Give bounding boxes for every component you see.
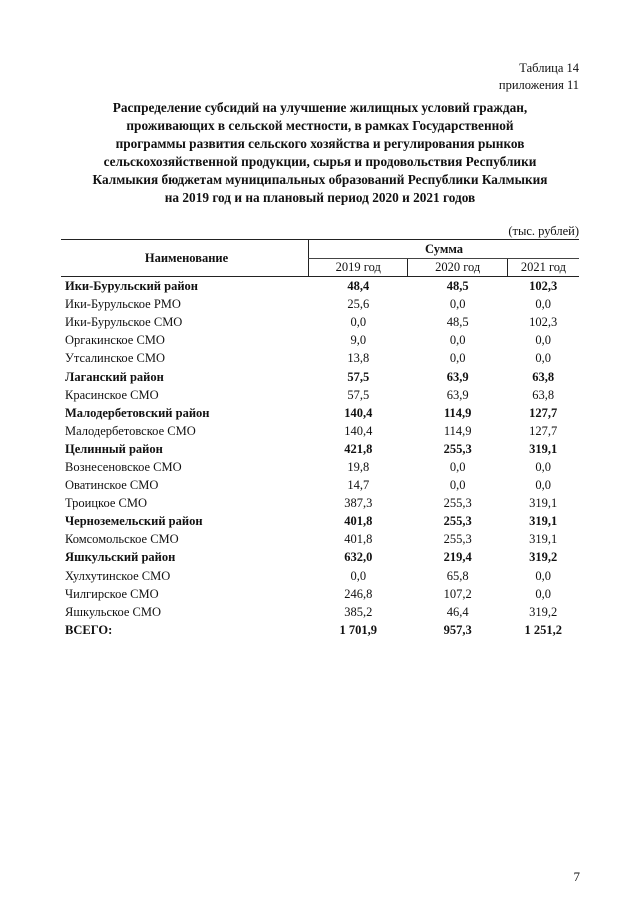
row-value-2019: 401,8: [344, 532, 373, 547]
table-row: [61, 512, 579, 530]
table-number-label: Таблица 14: [519, 61, 579, 75]
table-row: [61, 458, 579, 476]
column-header-name: Наименование: [61, 240, 309, 277]
row-value-2019: 632,0: [344, 550, 373, 565]
row-value-2021: 0,0: [535, 586, 552, 601]
table-row: [61, 313, 579, 331]
page-number: 7: [573, 869, 580, 884]
row-value-2020: 63,9: [446, 369, 469, 384]
table-row: [61, 621, 579, 639]
row-value-2021: 102,3: [529, 279, 558, 294]
row-value-2021: 1 251,2: [524, 622, 562, 637]
table-row: [61, 295, 579, 313]
row-value-2021: 63,8: [532, 369, 555, 384]
table-row: [61, 476, 579, 494]
row-value-2020: 65,8: [446, 568, 469, 583]
title-line: на 2019 год и на плановый период 2020 и 2021 годов: [164, 190, 476, 205]
row-value-2020: 48,5: [446, 315, 469, 330]
row-value-2019: 421,8: [344, 441, 373, 456]
row-name: Малодербетовский район: [65, 405, 210, 420]
row-value-2020: 114,9: [443, 423, 472, 438]
row-value-2020: 255,3: [443, 441, 472, 456]
row-value-2020: 219,4: [443, 550, 472, 565]
table-caption: [499, 60, 579, 94]
row-value-2021: 127,7: [529, 423, 558, 438]
column-header-2019: 2019 год: [309, 258, 408, 277]
row-value-2020: 63,9: [446, 387, 469, 402]
row-name: Ики-Бурульское СМО: [65, 315, 183, 330]
row-value-2020: 0,0: [449, 297, 466, 312]
row-name: Малодербетовское СМО: [65, 423, 196, 438]
row-name: Яшкульский район: [65, 550, 176, 565]
row-value-2021: 319,2: [529, 550, 558, 565]
row-name: Яшкульское СМО: [65, 604, 162, 619]
row-name: Комсомольское СМО: [65, 532, 179, 547]
row-value-2019: 0,0: [350, 568, 367, 583]
row-value-2021: 0,0: [535, 351, 552, 366]
table-row: [61, 422, 579, 440]
table-row: [61, 349, 579, 367]
column-header-2021: 2021 год: [507, 258, 579, 277]
row-value-2019: 25,6: [347, 297, 370, 312]
appendix-label: приложения 11: [498, 78, 579, 92]
row-value-2020: 957,3: [443, 622, 472, 637]
row-name: Красинское СМО: [65, 387, 159, 402]
row-value-2020: 107,2: [443, 586, 472, 601]
row-value-2019: 57,5: [347, 387, 370, 402]
row-name: Хулхутинское СМО: [65, 568, 171, 583]
table-row: [61, 277, 579, 296]
row-value-2020: 255,3: [443, 514, 472, 529]
table-row: [61, 331, 579, 349]
table-header-row: [61, 240, 579, 259]
row-value-2019: 246,8: [344, 586, 373, 601]
units-note: (тыс. рублей): [508, 224, 579, 238]
row-value-2019: 14,7: [347, 478, 370, 493]
title-line: проживающих в сельской местности, в рамках Государственной: [126, 118, 514, 133]
row-value-2021: 0,0: [535, 478, 552, 493]
row-value-2021: 0,0: [535, 459, 552, 474]
table-row: [61, 567, 579, 585]
row-value-2021: 0,0: [535, 333, 552, 348]
row-value-2019: 385,2: [344, 604, 373, 619]
row-value-2020: 48,5: [446, 279, 469, 294]
subsidy-table: [61, 239, 579, 639]
document-title: [60, 99, 580, 207]
row-value-2019: 387,3: [344, 496, 373, 511]
row-value-2019: 140,4: [344, 405, 373, 420]
table-row: [61, 404, 579, 422]
title-line: Калмыкия бюджетам муниципальных образований Республики Калмыкия: [92, 172, 548, 187]
row-value-2021: 319,2: [529, 604, 558, 619]
row-value-2020: 255,3: [443, 496, 472, 511]
row-value-2019: 401,8: [344, 514, 373, 529]
row-value-2021: 0,0: [535, 568, 552, 583]
row-name: Чилгирское СМО: [65, 586, 159, 601]
column-header-sum: Сумма: [309, 240, 579, 259]
row-name: Утсалинское СМО: [65, 351, 165, 366]
row-name: Вознесеновское СМО: [65, 459, 182, 474]
row-name: Оватинское СМО: [65, 478, 159, 493]
row-value-2019: 48,4: [347, 279, 370, 294]
table-row: [61, 440, 579, 458]
row-name: Ики-Бурульский район: [65, 279, 198, 294]
row-value-2020: 0,0: [449, 478, 466, 493]
row-name: Оргакинское СМО: [65, 333, 165, 348]
table-row: [61, 530, 579, 548]
row-value-2020: 114,9: [443, 405, 472, 420]
row-name: ВСЕГО:: [65, 622, 113, 637]
row-name: Лаганский район: [65, 369, 164, 384]
row-value-2019: 0,0: [350, 315, 367, 330]
row-value-2021: 0,0: [535, 297, 552, 312]
row-name: Черноземельский район: [65, 514, 203, 529]
row-value-2021: 319,1: [529, 496, 558, 511]
row-value-2019: 1 701,9: [339, 622, 377, 637]
row-name: Ики-Бурульское РМО: [65, 297, 181, 312]
row-value-2021: 319,1: [529, 532, 558, 547]
title-line: программы развития сельского хозяйства и регулирования рынков: [115, 136, 525, 151]
row-value-2020: 0,0: [449, 459, 466, 474]
row-name: Целинный район: [65, 441, 163, 456]
title-line: Распределение субсидий на улучшение жилищных условий граждан,: [112, 100, 528, 115]
table-row: [61, 494, 579, 512]
row-value-2019: 9,0: [350, 333, 367, 348]
row-value-2019: 140,4: [344, 423, 373, 438]
row-value-2019: 19,8: [347, 459, 370, 474]
row-value-2020: 255,3: [443, 532, 472, 547]
row-value-2021: 319,1: [529, 441, 558, 456]
row-value-2021: 102,3: [529, 315, 558, 330]
row-value-2021: 127,7: [529, 405, 558, 420]
table-row: [61, 548, 579, 566]
table-row: [61, 386, 579, 404]
row-value-2020: 46,4: [446, 604, 469, 619]
column-header-2020: 2020 год: [408, 258, 507, 277]
row-value-2021: 63,8: [532, 387, 555, 402]
title-line: сельскохозяйственной продукции, сырья и продовольствия Республики: [103, 154, 537, 169]
row-value-2021: 319,1: [529, 514, 558, 529]
row-value-2019: 57,5: [347, 369, 370, 384]
row-name: Троицкое СМО: [65, 496, 148, 511]
table-row: [61, 603, 579, 621]
table-row: [61, 585, 579, 603]
table-row: [61, 367, 579, 385]
row-value-2019: 13,8: [347, 351, 370, 366]
row-value-2020: 0,0: [449, 333, 466, 348]
row-value-2020: 0,0: [449, 351, 466, 366]
